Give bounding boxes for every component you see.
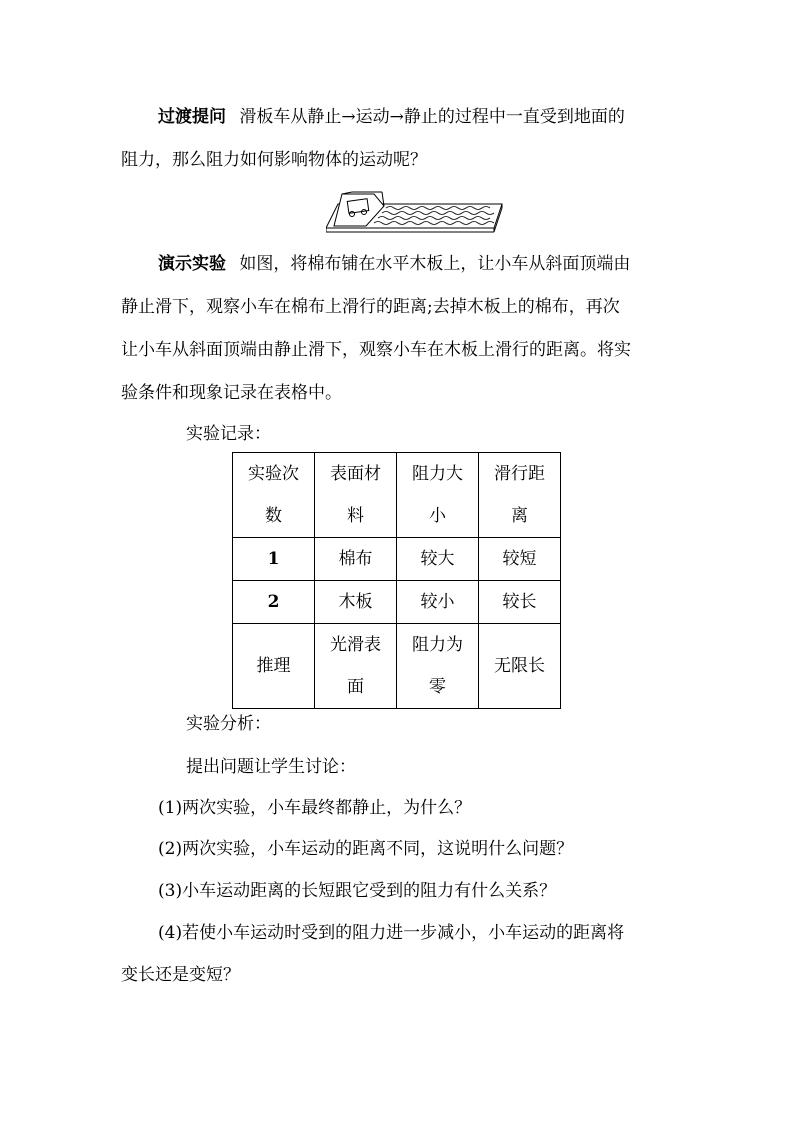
experiment-figure — [326, 190, 504, 239]
record-title: 实验记录： — [186, 424, 271, 444]
table-cell: 1 — [233, 538, 315, 581]
question-3: (3)小车运动距离的长短跟它受到的阻力有什么关系？ — [158, 881, 557, 901]
intro-line-1 — [158, 106, 625, 128]
table-cell: 木板 — [315, 581, 397, 624]
demo-line-1 — [158, 253, 630, 275]
intro-text-2: 阻力，那么阻力如何影响物体的运动呢？ — [121, 150, 427, 170]
demo-text-1: 如图，将棉布铺在水平木板上，让小车从斜面顶端由 — [239, 254, 631, 274]
table-row — [233, 624, 561, 709]
table-cell: 2 — [233, 581, 315, 624]
table-row — [233, 538, 561, 581]
question-4-line-2: 变长还是变短？ — [121, 965, 240, 985]
demo-text-3: 让小车从斜面顶端由静止滑下，观察小车在木板上滑行的距离。将实 — [121, 340, 631, 360]
table-cell: 棉布 — [315, 538, 397, 581]
table-header-cell: 表面材料 — [315, 453, 397, 538]
demo-text-2: 静止滑下，观察小车在棉布上滑行的距离;去掉木板上的棉布，再次 — [121, 297, 620, 317]
table-cell: 较短 — [479, 538, 561, 581]
table-row — [233, 581, 561, 624]
table-cell: 阻力为零 — [397, 624, 479, 709]
analysis-title: 实验分析： — [186, 714, 271, 734]
table-header-cell: 实验次数 — [233, 453, 315, 538]
demo-label: 演示实验 — [158, 254, 226, 274]
question-4-line-1: (4)若使小车运动时受到的阻力进一步减小，小车运动的距离将 — [158, 923, 625, 943]
incline-cart-figure — [326, 190, 504, 234]
table-header-row — [233, 453, 561, 538]
question-2: (2)两次实验，小车运动的距离不同，这说明什么问题？ — [158, 839, 574, 859]
demo-text-4: 验条件和现象记录在表格中。 — [121, 383, 342, 403]
intro-text-1: 滑板车从静止→运动→静止的过程中一直受到地面的 — [239, 107, 625, 127]
discussion-title: 提出问题让学生讨论： — [186, 757, 356, 777]
table-cell: 较长 — [479, 581, 561, 624]
table-cell: 光滑表面 — [315, 624, 397, 709]
table-header-cell: 滑行距离 — [479, 453, 561, 538]
intro-label: 过渡提问 — [158, 107, 226, 127]
table-cell: 无限长 — [479, 624, 561, 709]
question-1: (1)两次实验，小车最终都静止，为什么？ — [158, 798, 472, 818]
experiment-record-table — [232, 452, 561, 709]
table-cell: 较大 — [397, 538, 479, 581]
table-cell: 较小 — [397, 581, 479, 624]
table-cell: 推理 — [233, 624, 315, 709]
table-header-cell: 阻力大小 — [397, 453, 479, 538]
